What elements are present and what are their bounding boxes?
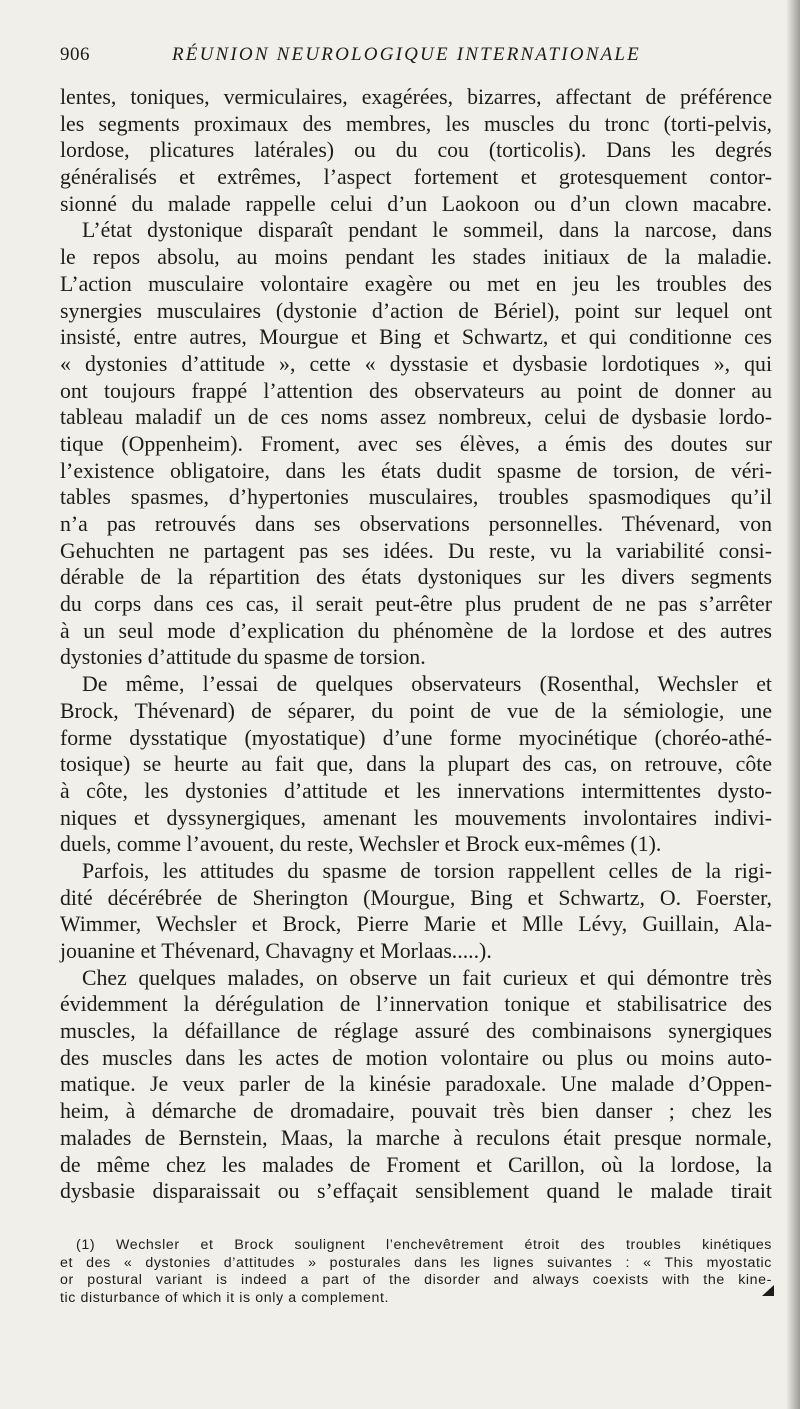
text-line: n’a pas retrouvés dans ses observations personnelles. Thévenard, von [60, 512, 772, 536]
footnote-line: et des « dystonies d’attitudes » posturales dans les lignes suivantes : « This myostatic [60, 1254, 772, 1271]
text-line: lordose, plicatures latérales) ou du cou (torticolis). Dans les degrés [60, 138, 772, 163]
text-line: dystonies d’attitude du spasme de torsion. [60, 645, 426, 670]
text-line: évidemment la dérégulation de l’innervation tonique et stabilisatrice des [60, 992, 772, 1017]
text-line: Brock, Thévenard) de séparer, du point de vue de la sémiologie, une [60, 698, 772, 723]
text-line: malades de Bernstein, Maas, la marche à reculons était presque normale, [60, 1125, 772, 1150]
text-line: L’état dystonique disparaît pendant le sommeil, dans la narcose, dans [82, 218, 772, 243]
footnote-line: (1) Wechsler et Brock soulignent l’enchevêtrement étroit des troubles kinétiques [76, 1237, 772, 1253]
footnote-line: or postural variant is indeed a part of the disorder and always coexists with the kine- [60, 1272, 772, 1289]
page-header [60, 44, 760, 74]
body-text [60, 84, 772, 1205]
text-line: L’action musculaire volontaire exagère ou met en jeu les troubles des [60, 271, 772, 296]
text-line: ont toujours frappé l’attention des observateurs au point de donner au [60, 378, 772, 403]
page-number: 906 [60, 44, 90, 65]
text-line: du corps dans ces cas, il serait peut-être plus prudent de ne pas s’arrêter [60, 592, 772, 617]
text-line: Chez quelques malades, on observe un fait curieux et qui démontre très [82, 965, 772, 990]
text-line: forme dysstatique (myostatique) d’une forme myocinétique (choréo-athé- [60, 725, 772, 750]
footnote [60, 1237, 772, 1308]
text-line: heim, à démarche de dromadaire, pouvait très bien danser ; chez les [60, 1099, 772, 1124]
text-line: à côte, les dystonies d’attitude et les innervations intermittentes dysto- [60, 778, 772, 803]
text-line: l’existence obligatoire, dans les états dudit spasme de torsion, de véri- [60, 458, 772, 483]
page-edge-shadow [786, 0, 800, 1409]
text-line: Parfois, les attitudes du spasme de torsion rappellent celles de la rigi- [82, 858, 772, 883]
text-line: à un seul mode d’explication du phénomène de la lordose et des autres [60, 618, 772, 643]
text-line: des muscles dans les actes de motion volontaire ou plus ou moins auto- [60, 1045, 772, 1070]
running-title: RÉUNION NEUROLOGIQUE INTERNATIONALE [172, 44, 641, 65]
text-line: sionné du malade rappelle celui d’un Laokoon ou d’un clown macabre. [60, 191, 772, 216]
text-line: insisté, entre autres, Mourgue et Bing et Schwartz, et qui conditionne ces [60, 325, 772, 350]
text-line: le repos absolu, au moins pendant les stades initiaux de la maladie. [60, 245, 772, 270]
text-line: De même, l’essai de quelques observateurs (Rosenthal, Wechsler et [82, 672, 772, 697]
text-line: niques et dyssynergiques, amenant les mouvements involontaires indivi- [60, 805, 772, 830]
text-line: muscles, la défaillance de réglage assuré des combinaisons synergiques [60, 1019, 772, 1044]
text-line: synergies musculaires (dystonie d’action de Bériel), point sur lequel ont [60, 298, 772, 323]
text-line: Wimmer, Wechsler et Brock, Pierre Marie et Mlle Lévy, Guillain, Ala- [60, 912, 772, 937]
text-line: Gehuchten ne partagent pas ses idées. Du reste, vu la variabilité consi- [60, 538, 772, 563]
text-line: les segments proximaux des membres, les muscles du tronc (torti-pelvis, [60, 111, 772, 136]
text-line: dité décérébrée de Sherington (Mourgue, Bing et Schwartz, O. Foerster, [60, 885, 772, 910]
text-line: dysbasie disparaissait ou s’effaçait sensiblement quand le malade tirait [60, 1179, 772, 1204]
text-line: tosique) se heurte au fait que, dans la plupart des cas, on retrouve, côte [60, 752, 772, 777]
ink-blot-icon [760, 1282, 776, 1298]
text-line: lentes, toniques, vermiculaires, exagérées, bizarres, affectant de préférence [60, 85, 772, 109]
text-line: jouanine et Thévenard, Chavagny et Morlaas.....). [60, 939, 492, 963]
footnote-line: tic disturbance of which it is only a complement. [60, 1290, 390, 1307]
text-line: matique. Je veux parler de la kinésie paradoxale. Une malade d’Oppen- [60, 1072, 772, 1097]
text-line: de même chez les malades de Froment et Carillon, où la lordose, la [60, 1152, 772, 1177]
text-line: tableau maladif un de ces noms assez nombreux, celui de dysbasie lordo- [60, 405, 772, 430]
text-line: duels, comme l’avouent, du reste, Wechsler et Brock eux-mêmes (1). [60, 832, 662, 857]
text-line: généralisés et extrêmes, l’aspect fortement et grotesquement contor- [60, 165, 772, 190]
text-line: tique (Oppenheim). Froment, avec ses élèves, a émis des doutes sur [60, 431, 772, 456]
text-line: dérable de la répartition des états dystoniques sur les divers segments [60, 565, 772, 590]
text-line: « dystonies d’attitude », cette « dysstasie et dysbasie lordotiques », qui [60, 351, 772, 376]
text-line: tables spasmes, d’hypertonies musculaires, troubles spasmodiques qu’il [60, 485, 772, 510]
